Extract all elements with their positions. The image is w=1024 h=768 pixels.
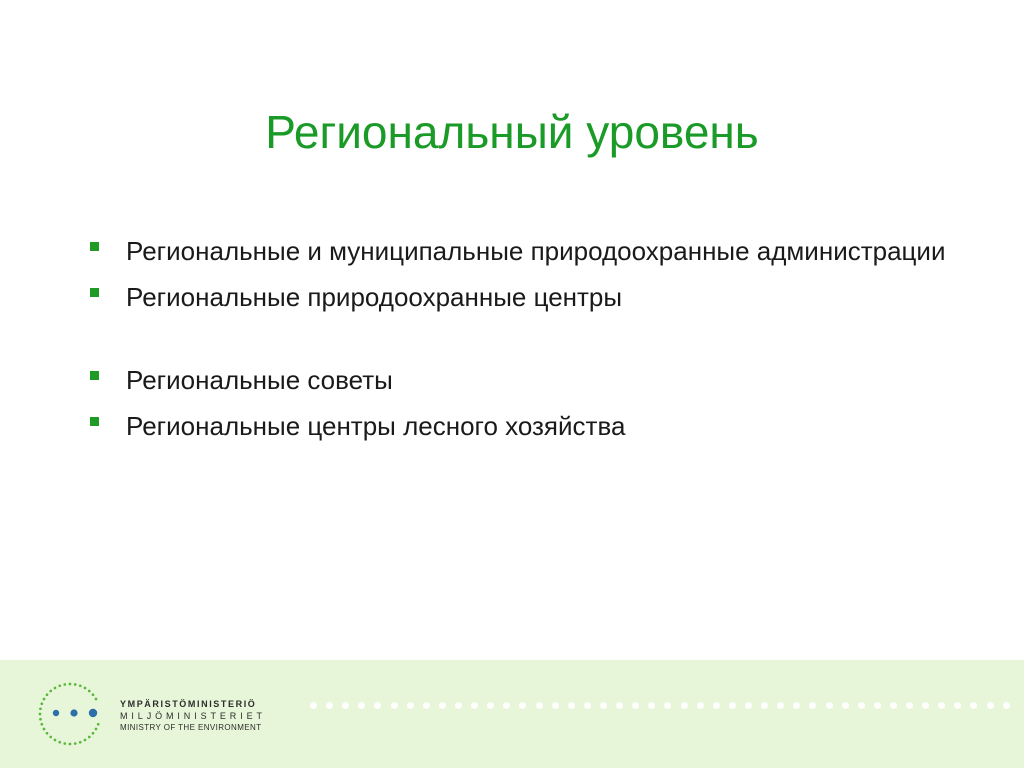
footer-dot bbox=[568, 702, 575, 709]
footer-dot bbox=[809, 702, 816, 709]
logo-ring-dot bbox=[79, 741, 82, 744]
bullet-text: Региональные центры лесного хозяйства bbox=[126, 411, 626, 441]
logo-ring-dot bbox=[49, 736, 52, 739]
footer-dot bbox=[954, 702, 961, 709]
footer-dot bbox=[890, 702, 897, 709]
footer-dot bbox=[407, 702, 414, 709]
logo-name-english: MINISTRY OF THE ENVIRONMENT bbox=[120, 723, 262, 732]
logo-ring-dot bbox=[95, 728, 98, 731]
square-bullet-icon bbox=[90, 371, 99, 380]
footer-dot bbox=[1003, 702, 1010, 709]
square-bullet-icon bbox=[90, 417, 99, 426]
footer-dot bbox=[858, 702, 865, 709]
logo-name-finnish: YMPÄRISTÖMINISTERIÖ bbox=[120, 699, 257, 709]
logo-ring-dot bbox=[40, 723, 43, 726]
footer-dot bbox=[391, 702, 398, 709]
logo-ring-dot bbox=[97, 723, 100, 726]
footer-dot bbox=[358, 702, 365, 709]
logo-ring-dot bbox=[39, 713, 42, 716]
square-bullet-icon bbox=[90, 288, 99, 297]
logo-ring-dot bbox=[58, 741, 61, 744]
square-bullet-icon bbox=[90, 242, 99, 251]
footer-dot bbox=[826, 702, 833, 709]
logo-ring-dot bbox=[39, 718, 42, 721]
bullet-item bbox=[88, 278, 968, 316]
logo-ring-dot bbox=[88, 736, 91, 739]
logo-center-dot-2 bbox=[70, 709, 77, 716]
logo-ring-dot bbox=[46, 732, 49, 735]
logo-name-swedish: MILJÖMINISTERIET bbox=[120, 711, 266, 721]
footer-dot bbox=[697, 702, 704, 709]
logo-ring-dot bbox=[84, 687, 87, 690]
footer-dot bbox=[842, 702, 849, 709]
logo-ring-dot bbox=[43, 728, 46, 731]
footer-dot bbox=[793, 702, 800, 709]
logo-ring-dot bbox=[92, 693, 95, 696]
logo-ring-dot bbox=[40, 702, 43, 705]
bullet-list bbox=[88, 232, 968, 445]
footer-dot bbox=[681, 702, 688, 709]
footer-band bbox=[0, 660, 1024, 768]
bullet-text: Региональные и муниципальные природоохранные администрации bbox=[126, 236, 946, 266]
footer-dot bbox=[874, 702, 881, 709]
bullet-text: Региональные советы bbox=[126, 365, 393, 395]
footer-dot bbox=[487, 702, 494, 709]
bullet-text: Региональные природоохранные центры bbox=[126, 282, 623, 312]
logo-ring-dot bbox=[49, 690, 52, 693]
footer-dot bbox=[648, 702, 655, 709]
footer-dot bbox=[938, 702, 945, 709]
footer-dot bbox=[922, 702, 929, 709]
footer-dot bbox=[664, 702, 671, 709]
footer-dot bbox=[439, 702, 446, 709]
logo-ring-dot bbox=[74, 742, 77, 745]
footer-dot bbox=[987, 702, 994, 709]
footer-dot bbox=[970, 702, 977, 709]
footer-dot bbox=[632, 702, 639, 709]
logo-ring-dot bbox=[69, 683, 72, 686]
footer-dot bbox=[310, 702, 317, 709]
logo-ring-dot bbox=[74, 683, 77, 686]
logo-center-dot-1 bbox=[53, 710, 59, 716]
logo-ring-dot bbox=[84, 739, 87, 742]
logo-ring-dot bbox=[63, 742, 66, 745]
footer-dot bbox=[326, 702, 333, 709]
footer-dot bbox=[536, 702, 543, 709]
footer-dot bbox=[503, 702, 510, 709]
logo-center-dot-3 bbox=[89, 709, 97, 717]
footer-dot bbox=[745, 702, 752, 709]
footer-dot bbox=[552, 702, 559, 709]
footer-dot bbox=[584, 702, 591, 709]
logo-ring-dot bbox=[95, 698, 98, 701]
footer-dot bbox=[906, 702, 913, 709]
footer-dot bbox=[713, 702, 720, 709]
logo-ring-dot bbox=[46, 693, 49, 696]
footer-dot bbox=[374, 702, 381, 709]
logo-ring-dot bbox=[92, 732, 95, 735]
footer-dot bbox=[342, 702, 349, 709]
ministry-logo-text bbox=[120, 698, 266, 734]
footer-dot bbox=[729, 702, 736, 709]
bullet-item bbox=[88, 407, 968, 445]
logo-ring-dot bbox=[69, 743, 72, 746]
logo-ring-dot bbox=[43, 698, 46, 701]
footer-dot bbox=[777, 702, 784, 709]
bullet-item bbox=[88, 232, 968, 270]
ministry-of-environment-emblem-icon bbox=[34, 680, 108, 748]
footer-dot bbox=[455, 702, 462, 709]
footer-dot bbox=[423, 702, 430, 709]
logo-ring-dot bbox=[54, 687, 57, 690]
footer-dot bbox=[600, 702, 607, 709]
footer-dot-row bbox=[310, 700, 1010, 710]
footer-dot bbox=[519, 702, 526, 709]
logo-ring-dot bbox=[58, 684, 61, 687]
logo-ring-dot bbox=[88, 690, 91, 693]
footer-dot bbox=[471, 702, 478, 709]
logo-ring-dot bbox=[39, 707, 42, 710]
logo-ring-dot bbox=[63, 683, 66, 686]
logo-ring-dot bbox=[54, 739, 57, 742]
footer-dot bbox=[761, 702, 768, 709]
logo-ring-dot bbox=[79, 684, 82, 687]
footer-dot bbox=[616, 702, 623, 709]
slide-title: Региональный уровень bbox=[265, 106, 759, 158]
bullet-item bbox=[88, 361, 968, 399]
